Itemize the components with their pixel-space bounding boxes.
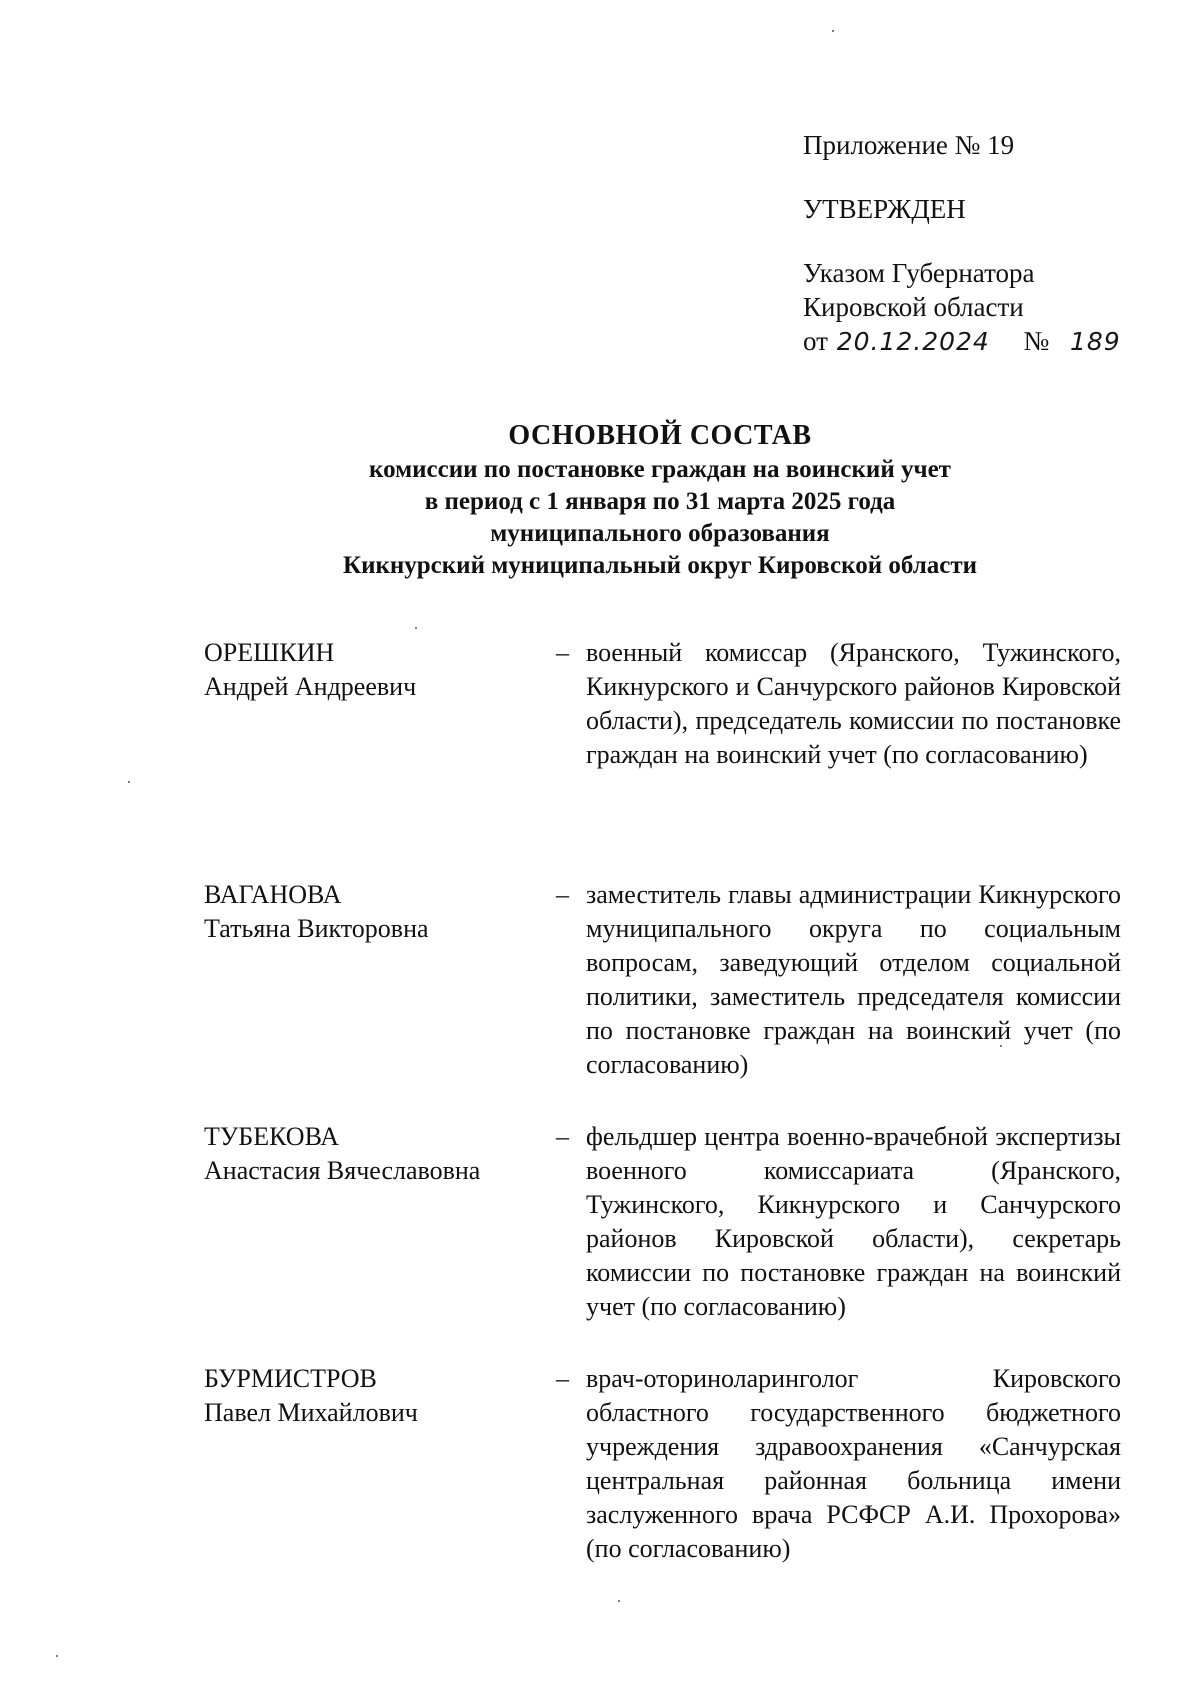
dash-separator: – [556,880,569,909]
list-item [204,1362,1124,1612]
member-name [204,636,554,704]
dash-separator: – [556,638,569,667]
member-name [204,1362,554,1430]
member-name [204,878,554,946]
member-role: врач-оториноларинголог Кировского областного государственного бюджетного учреждения здравоохранения «Санчурская центральная районная больница имени заслуженного врача РСФСР А.И. Прохорова» (по согласованию) [586,1364,1121,1563]
list-item [204,1120,1124,1362]
scan-speck [618,1600,620,1602]
handwritten-number: 189 [1069,327,1121,356]
member-given-name: Татьяна Викторовна [204,914,429,943]
subtitle-line-1: комиссии по постановке граждан на воинский учет [369,456,951,483]
member-name [204,1120,554,1188]
document-title: ОСНОВНОЙ СОСТАВ [508,420,812,451]
dash-separator: – [556,1122,569,1151]
scan-speck [128,781,130,783]
approval-block [803,128,1143,359]
member-role: заместитель главы администрации Кикнурского муниципального округа по социальным вопросам, заведующий отделом социальной политики, заместитель председателя комиссии по постановке граждан на воинский учет (по согласованию) [586,880,1121,1079]
members-list [204,636,1124,1612]
scan-speck [56,1655,58,1657]
list-item [204,636,1124,878]
member-role: военный комиссар (Яранского, Тужинского, Кикнурского и Санчурского районов Кировской области), председатель комиссии по постановке граждан на воинский учет (по согласованию) [586,638,1121,769]
list-item [204,878,1124,1120]
decree-date-number-row [803,324,1143,359]
dash-separator: – [556,1364,569,1393]
subtitle-line-4: Кикнурский муниципальный округ Кировской области [342,552,978,579]
approved-stamp-text: УТВЕРЖДЕН [803,194,966,224]
member-surname: ВАГАНОВА [204,880,342,909]
appendix-number: Приложение № 19 [803,130,1015,160]
decree-line-1: Указом Губернатора [803,258,1035,288]
member-role: фельдшер центра военно-врачебной экспертизы военного комиссариата (Яранского, Тужинского, Кикнурского и Санчурского районов Кировской области), секретарь комиссии по постановке граждан на воинский учет (по согласованию) [586,1122,1121,1321]
subtitle-line-2: в период с 1 января по 31 марта 2025 года [424,488,896,515]
scan-speck [1000,1045,1002,1047]
member-given-name: Анастасия Вячеславовна [204,1156,481,1185]
number-label: № [1023,326,1050,356]
member-given-name: Павел Михайлович [204,1398,418,1427]
document-title-block [160,418,1160,582]
handwritten-date: 20.12.2024 [836,327,990,356]
subtitle-line-3: муниципального образования [490,520,830,547]
member-given-name: Андрей Андреевич [204,672,417,701]
member-surname: БУРМИСТРОВ [204,1364,377,1393]
scan-speck [832,30,834,32]
from-label: от [803,326,828,356]
member-surname: ТУБЕКОВА [204,1122,340,1151]
scan-speck [415,627,417,629]
decree-line-2: Кировской области [803,292,1024,322]
member-surname: ОРЕШКИН [204,638,335,667]
